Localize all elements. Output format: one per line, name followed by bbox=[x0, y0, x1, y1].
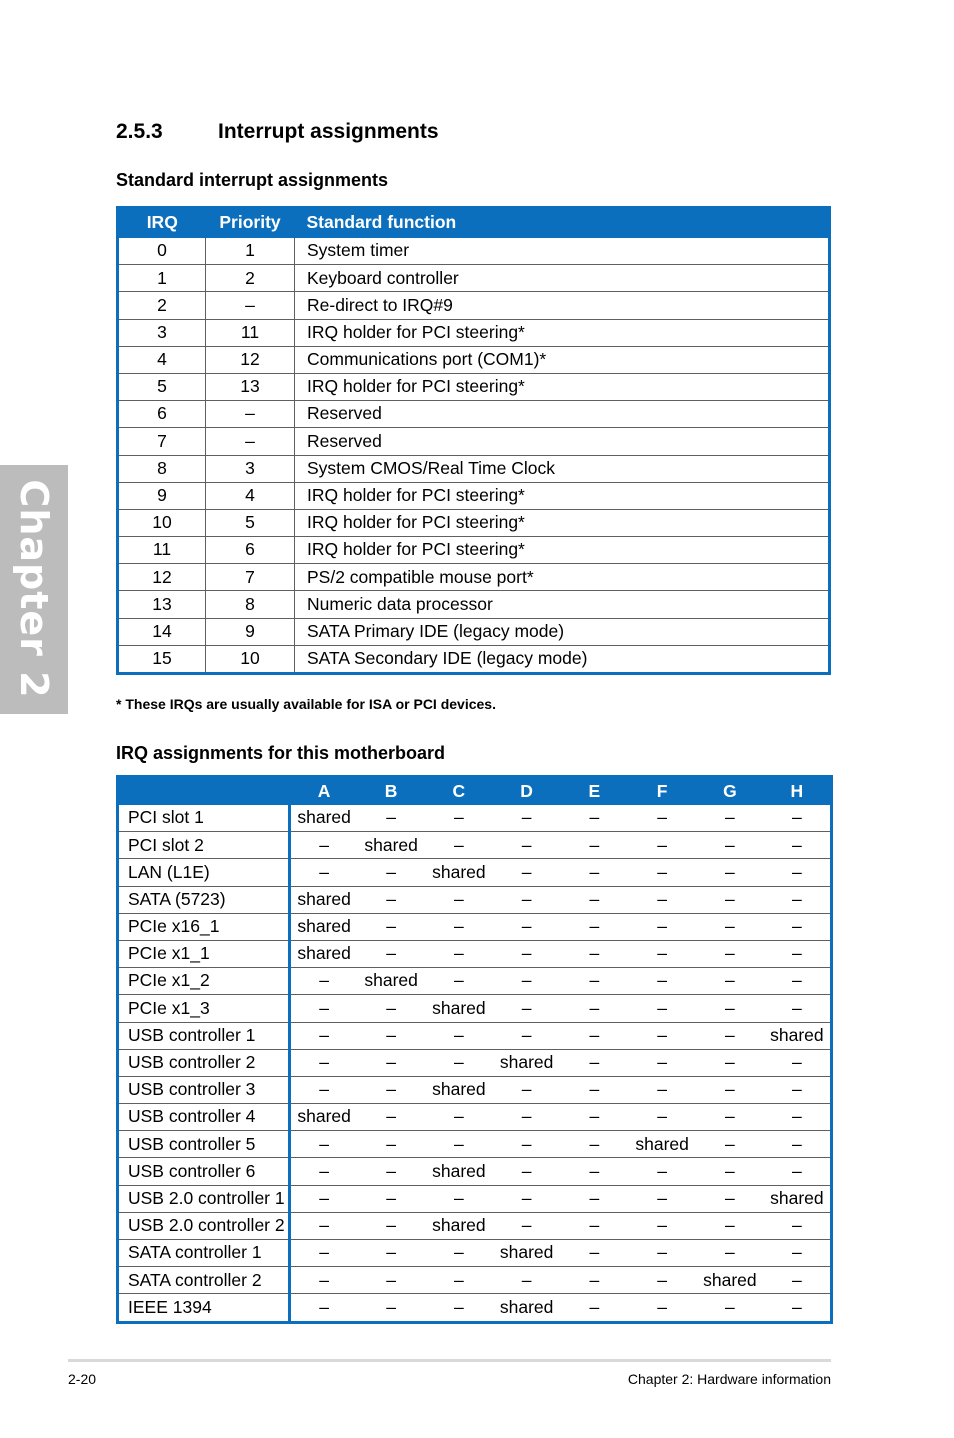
device-cell: PCIe x1_2 bbox=[118, 968, 290, 995]
irq-assignment-cell: – bbox=[357, 1267, 425, 1294]
device-cell: USB controller 6 bbox=[118, 1158, 290, 1185]
function-cell: Keyboard controller bbox=[295, 265, 830, 292]
header-irq-line: A bbox=[290, 777, 358, 806]
irq-assignment-cell: – bbox=[764, 1049, 832, 1076]
irq-assignment-cell: shared bbox=[628, 1131, 696, 1158]
irq-assignment-cell: – bbox=[357, 913, 425, 940]
irq-assignment-cell: – bbox=[357, 940, 425, 967]
irq-table-row bbox=[118, 1158, 832, 1185]
irq-assignment-cell: – bbox=[561, 1076, 629, 1103]
irq-assignment-cell: – bbox=[290, 995, 358, 1022]
irq-assignment-cell: shared bbox=[357, 832, 425, 859]
device-cell: PCI slot 1 bbox=[118, 805, 290, 832]
irq-assignment-cell: shared bbox=[290, 1104, 358, 1131]
page-number: 2-20 bbox=[68, 1371, 97, 1387]
irq-assignment-cell: – bbox=[425, 832, 493, 859]
irq-cell: 13 bbox=[118, 591, 206, 618]
irq-assignment-cell: – bbox=[696, 940, 764, 967]
irq-assignment-cell: – bbox=[628, 1104, 696, 1131]
irq-table-row bbox=[118, 1240, 832, 1267]
standard-table-row bbox=[118, 455, 830, 482]
irq-table-row bbox=[118, 1049, 832, 1076]
irq-assignment-cell: – bbox=[425, 1267, 493, 1294]
priority-cell: 9 bbox=[206, 618, 295, 645]
irq-assignment-cell: – bbox=[561, 1212, 629, 1239]
section-number: 2.5.3 bbox=[116, 120, 163, 143]
priority-cell: 5 bbox=[206, 509, 295, 536]
irq-assignment-cell: – bbox=[696, 805, 764, 832]
irq-assignment-cell: – bbox=[561, 1158, 629, 1185]
irq-cell: 12 bbox=[118, 564, 206, 591]
irq-assignment-cell: – bbox=[561, 1022, 629, 1049]
standard-table-header-row bbox=[118, 208, 830, 238]
irq-assignment-cell: – bbox=[561, 1104, 629, 1131]
priority-cell: 7 bbox=[206, 564, 295, 591]
priority-cell: 12 bbox=[206, 346, 295, 373]
irq-assignment-cell: – bbox=[561, 913, 629, 940]
device-cell: PCI slot 2 bbox=[118, 832, 290, 859]
irq-table-header-row bbox=[118, 777, 832, 806]
irq-assignment-cell: – bbox=[628, 940, 696, 967]
irq-assignment-cell: – bbox=[357, 1240, 425, 1267]
irq-assignment-cell: – bbox=[561, 1267, 629, 1294]
priority-cell: 8 bbox=[206, 591, 295, 618]
irq-assignment-cell: – bbox=[696, 1049, 764, 1076]
standard-table-row bbox=[118, 401, 830, 428]
irq-assignment-cell: shared bbox=[425, 1158, 493, 1185]
standard-table-row bbox=[118, 509, 830, 536]
irq-assignment-cell: – bbox=[357, 1022, 425, 1049]
function-cell: Reserved bbox=[295, 428, 830, 455]
device-cell: USB 2.0 controller 2 bbox=[118, 1212, 290, 1239]
irq-assignment-cell: – bbox=[493, 886, 561, 913]
irq-assignment-cell: – bbox=[425, 913, 493, 940]
irq-assignment-cell: – bbox=[290, 1131, 358, 1158]
irq-assignment-cell: – bbox=[290, 1049, 358, 1076]
irq-assignment-cell: – bbox=[696, 1104, 764, 1131]
irq-assignment-cell: – bbox=[696, 913, 764, 940]
irq-assignment-cell: – bbox=[493, 968, 561, 995]
irq-assignment-cell: – bbox=[357, 1212, 425, 1239]
device-cell: USB controller 4 bbox=[118, 1104, 290, 1131]
irq-assignment-cell: – bbox=[628, 1049, 696, 1076]
irq-assignment-cell: – bbox=[357, 995, 425, 1022]
irq-assignment-cell: shared bbox=[357, 968, 425, 995]
irq-assignment-cell: – bbox=[561, 805, 629, 832]
irq-assignment-cell: – bbox=[290, 1185, 358, 1212]
function-cell: SATA Secondary IDE (legacy mode) bbox=[295, 645, 830, 673]
irq-assignment-cell: – bbox=[493, 1212, 561, 1239]
irq-table-row bbox=[118, 995, 832, 1022]
irq-assignment-cell: – bbox=[357, 1131, 425, 1158]
irq-assignment-cell: – bbox=[764, 805, 832, 832]
irq-assignment-cell: – bbox=[764, 1131, 832, 1158]
irq-assignment-cell: – bbox=[454, 1296, 464, 1317]
irq-assignment-cell: – bbox=[696, 886, 764, 913]
header-irq: IRQ bbox=[118, 208, 206, 238]
irq-assignment-cell: – bbox=[696, 1076, 764, 1103]
irq-assignment-cell: – bbox=[357, 1104, 425, 1131]
irq-assignment-cell: – bbox=[657, 1296, 667, 1317]
irq-assignment-cell: – bbox=[696, 1185, 764, 1212]
irq-assignment-cell: shared bbox=[764, 1185, 832, 1212]
irq-assignment-cell: – bbox=[493, 913, 561, 940]
function-cell: Re-direct to IRQ#9 bbox=[295, 292, 830, 319]
irq-assignment-cell: – bbox=[628, 913, 696, 940]
irq-assignment-cell: – bbox=[589, 1296, 600, 1317]
irq-assignment-cell: – bbox=[561, 968, 629, 995]
footer-chapter-label: Chapter 2: Hardware information bbox=[627, 1371, 831, 1387]
device-cell: PCIe x16_1 bbox=[118, 913, 290, 940]
irq-assignment-cell: – bbox=[696, 832, 764, 859]
standard-table-row bbox=[118, 482, 830, 509]
standard-table-row bbox=[118, 319, 830, 346]
priority-cell: – bbox=[206, 401, 295, 428]
header-irq-line: F bbox=[628, 777, 696, 806]
irq-cell: 8 bbox=[118, 455, 206, 482]
irq-assignment-cell: – bbox=[561, 1185, 629, 1212]
irq-table-row bbox=[118, 1267, 832, 1294]
function-cell: System timer bbox=[295, 238, 830, 265]
irq-assignment-cell: – bbox=[764, 968, 832, 995]
irq-assignment-cell: shared bbox=[290, 805, 358, 832]
priority-cell: 11 bbox=[206, 319, 295, 346]
irq-assignment-cell: – bbox=[628, 995, 696, 1022]
irq-assignment-cell: – bbox=[764, 832, 832, 859]
irq-assignment-cell: – bbox=[628, 832, 696, 859]
irq-assignment-cell: shared bbox=[764, 1022, 832, 1049]
irq-assignment-cell: shared bbox=[290, 940, 358, 967]
irq-cell: 10 bbox=[118, 509, 206, 536]
irq-table-row bbox=[118, 859, 832, 886]
irq-assignment-cell: – bbox=[628, 968, 696, 995]
irq-assignment-cell: – bbox=[290, 1158, 358, 1185]
device-cell: USB controller 3 bbox=[118, 1076, 290, 1103]
device-cell: IEEE 1394 bbox=[118, 1294, 290, 1322]
standard-table-row bbox=[118, 591, 830, 618]
irq-assignment-cell: – bbox=[386, 1296, 396, 1317]
function-cell: PS/2 compatible mouse port* bbox=[295, 564, 830, 591]
standard-table-row bbox=[118, 537, 830, 564]
irq-assignment-cell: shared bbox=[425, 1076, 493, 1103]
irq-assignment-cell: shared bbox=[425, 859, 493, 886]
irq-cell: 3 bbox=[118, 319, 206, 346]
irq-cell: 1 bbox=[118, 265, 206, 292]
function-cell: Reserved bbox=[295, 401, 830, 428]
irq-assignment-cell: – bbox=[357, 886, 425, 913]
irq-assignment-cell: – bbox=[696, 1212, 764, 1239]
irq-assignment-cell: – bbox=[357, 805, 425, 832]
irq-assignment-cell: shared bbox=[493, 1049, 561, 1076]
irq-assignment-cell: – bbox=[725, 1296, 735, 1317]
irq-assignment-cell: – bbox=[696, 859, 764, 886]
irq-assignment-cell: – bbox=[425, 1049, 493, 1076]
device-cell: USB 2.0 controller 1 bbox=[118, 1185, 290, 1212]
irq-assignment-cell: – bbox=[561, 859, 629, 886]
function-cell: System CMOS/Real Time Clock bbox=[295, 455, 830, 482]
irq-assignment-cell: – bbox=[493, 832, 561, 859]
priority-cell: 1 bbox=[206, 238, 295, 265]
irq-table-row bbox=[118, 1212, 832, 1239]
irq-assignment-cell: – bbox=[764, 1076, 832, 1103]
irq-assignment-cell: – bbox=[425, 1131, 493, 1158]
function-cell: IRQ holder for PCI steering* bbox=[295, 319, 830, 346]
irq-table-heading: IRQ assignments for this motherboard bbox=[116, 743, 446, 763]
irq-assignment-cell: – bbox=[764, 940, 832, 967]
device-cell: SATA controller 1 bbox=[118, 1240, 290, 1267]
irq-assignment-cell: – bbox=[425, 805, 493, 832]
irq-table-row bbox=[118, 1294, 832, 1322]
irq-cell: 7 bbox=[118, 428, 206, 455]
irq-assignment-cell: – bbox=[628, 1185, 696, 1212]
irq-assignment-cell: – bbox=[290, 1240, 358, 1267]
irq-assignment-cell: – bbox=[696, 1022, 764, 1049]
irq-assignment-cell: – bbox=[696, 1131, 764, 1158]
irq-assignment-cell: – bbox=[357, 1185, 425, 1212]
irq-assignment-cell: – bbox=[764, 1104, 832, 1131]
irq-assignment-cell: – bbox=[290, 1076, 358, 1103]
irq-assignment-cell: shared bbox=[425, 995, 493, 1022]
device-cell: PCIe x1_3 bbox=[118, 995, 290, 1022]
irq-assignment-cell: – bbox=[561, 886, 629, 913]
irq-assignment-cell: – bbox=[493, 1076, 561, 1103]
irq-assignment-cell: – bbox=[319, 1296, 329, 1317]
irq-table-row bbox=[118, 805, 832, 832]
priority-cell: 3 bbox=[206, 455, 295, 482]
irq-assignment-cell: – bbox=[493, 1185, 561, 1212]
irq-assignment-cell: shared bbox=[290, 886, 358, 913]
irq-assignment-cell: – bbox=[561, 1049, 629, 1076]
irq-assignment-cell: – bbox=[764, 913, 832, 940]
irq-cell: 11 bbox=[118, 537, 206, 564]
irq-assignment-cell: – bbox=[493, 859, 561, 886]
irq-cell: 2 bbox=[118, 292, 206, 319]
device-cell: LAN (L1E) bbox=[118, 859, 290, 886]
priority-cell: – bbox=[206, 428, 295, 455]
irq-assignment-cell: – bbox=[628, 1158, 696, 1185]
irq-assignment-cell: – bbox=[764, 995, 832, 1022]
irq-assignment-cell: – bbox=[357, 1076, 425, 1103]
priority-cell: 2 bbox=[206, 265, 295, 292]
header-irq-line: H bbox=[764, 777, 832, 806]
irq-table-row bbox=[118, 913, 832, 940]
irq-assignment-cell: – bbox=[425, 940, 493, 967]
standard-table-row bbox=[118, 564, 830, 591]
standard-table-row bbox=[118, 645, 830, 673]
priority-cell: – bbox=[206, 292, 295, 319]
irq-assignment-cell: – bbox=[493, 1022, 561, 1049]
irq-table-row bbox=[118, 940, 832, 967]
function-cell: IRQ holder for PCI steering* bbox=[295, 482, 830, 509]
header-irq-line: D bbox=[493, 777, 561, 806]
irq-assignment-cell: shared bbox=[493, 1240, 561, 1267]
irq-assignment-cell: – bbox=[628, 886, 696, 913]
irq-assignment-cell: – bbox=[493, 1267, 561, 1294]
header-priority: Priority bbox=[206, 208, 295, 238]
irq-table-row bbox=[118, 886, 832, 913]
irq-assignment-cell: – bbox=[493, 1104, 561, 1131]
irq-assignment-cell: – bbox=[764, 859, 832, 886]
header-irq-line: G bbox=[696, 777, 764, 806]
header-irq-line: C bbox=[425, 777, 493, 806]
standard-table-row bbox=[118, 292, 830, 319]
function-cell: IRQ holder for PCI steering* bbox=[295, 537, 830, 564]
irq-assignment-cell: – bbox=[425, 1240, 493, 1267]
irq-assignment-cell: – bbox=[290, 832, 358, 859]
irq-cell: 0 bbox=[118, 238, 206, 265]
irq-table-row bbox=[118, 1131, 832, 1158]
irq-table-row bbox=[118, 1104, 832, 1131]
irq-assignment-cell: – bbox=[561, 940, 629, 967]
irq-assignment-cell: – bbox=[493, 995, 561, 1022]
priority-cell: 13 bbox=[206, 373, 295, 400]
irq-assignment-cell: – bbox=[357, 1049, 425, 1076]
irq-assignment-cell: shared bbox=[425, 1212, 493, 1239]
irq-assignment-cell: – bbox=[764, 1212, 832, 1239]
standard-table-row bbox=[118, 265, 830, 292]
irq-cell: 9 bbox=[118, 482, 206, 509]
irq-assignment-cell: – bbox=[561, 1131, 629, 1158]
irq-assignment-cell: – bbox=[764, 1267, 832, 1294]
device-cell: PCIe x1_1 bbox=[118, 940, 290, 967]
irq-assignment-cell: – bbox=[628, 1240, 696, 1267]
section-heading bbox=[116, 120, 439, 144]
device-cell: USB controller 2 bbox=[118, 1049, 290, 1076]
priority-cell: 10 bbox=[206, 645, 295, 673]
irq-assignment-cell: – bbox=[290, 1022, 358, 1049]
header-device bbox=[118, 777, 290, 806]
irq-assignment-cell: – bbox=[764, 1240, 832, 1267]
irq-assignment-cell: – bbox=[628, 805, 696, 832]
irq-cell: 4 bbox=[118, 346, 206, 373]
irq-assignment-cell: – bbox=[493, 1158, 561, 1185]
standard-table-row bbox=[118, 346, 830, 373]
standard-table-heading: Standard interrupt assignments bbox=[116, 170, 389, 190]
irq-table-row bbox=[118, 1185, 832, 1212]
irq-assignment-table bbox=[116, 775, 833, 1324]
function-cell: IRQ holder for PCI steering* bbox=[295, 373, 830, 400]
irq-assignment-cell: – bbox=[493, 805, 561, 832]
device-cell: USB controller 5 bbox=[118, 1131, 290, 1158]
irq-assignment-cell: – bbox=[425, 968, 493, 995]
irq-assignment-cell: – bbox=[628, 1076, 696, 1103]
irq-assignment-cell: – bbox=[792, 1296, 802, 1317]
irq-assignment-cell: – bbox=[696, 968, 764, 995]
irq-assignment-cell: – bbox=[493, 1131, 561, 1158]
irq-assignment-cell: – bbox=[561, 1240, 629, 1267]
header-irq-line: B bbox=[357, 777, 425, 806]
function-cell: Numeric data processor bbox=[295, 591, 830, 618]
irq-assignment-cell: – bbox=[764, 1158, 832, 1185]
irq-footnote: * These IRQs are usually available for ISA or PCI devices. bbox=[116, 696, 496, 712]
device-cell: SATA controller 2 bbox=[118, 1267, 290, 1294]
irq-assignment-cell: – bbox=[764, 886, 832, 913]
chapter-side-tab-label: Chapter 2 bbox=[12, 479, 56, 699]
irq-assignment-cell: – bbox=[696, 1158, 764, 1185]
irq-assignment-cell: shared bbox=[499, 1296, 554, 1317]
irq-table-row bbox=[118, 1022, 832, 1049]
irq-table-row bbox=[118, 832, 832, 859]
irq-table-row bbox=[118, 968, 832, 995]
irq-assignment-cell: – bbox=[357, 859, 425, 886]
irq-assignment-cell: – bbox=[290, 1212, 358, 1239]
irq-assignment-cell: – bbox=[628, 1267, 696, 1294]
irq-assignment-cell: – bbox=[628, 1022, 696, 1049]
irq-assignment-cell: – bbox=[628, 859, 696, 886]
irq-assignment-cell: – bbox=[425, 1104, 493, 1131]
irq-assignment-cell: – bbox=[290, 859, 358, 886]
irq-assignment-cell: – bbox=[290, 1267, 358, 1294]
irq-assignment-cell: shared bbox=[290, 913, 358, 940]
irq-cell: 14 bbox=[118, 618, 206, 645]
footer-divider bbox=[68, 1359, 831, 1362]
irq-table-row bbox=[118, 1076, 832, 1103]
irq-assignment-cell: – bbox=[493, 940, 561, 967]
header-standard-function: Standard function bbox=[295, 208, 830, 238]
device-cell: SATA (5723) bbox=[118, 886, 290, 913]
irq-cell: 6 bbox=[118, 401, 206, 428]
irq-assignment-cell: – bbox=[696, 995, 764, 1022]
standard-table-row bbox=[118, 428, 830, 455]
priority-cell: 6 bbox=[206, 537, 295, 564]
irq-assignment-cell: – bbox=[696, 1240, 764, 1267]
irq-assignment-cell: – bbox=[425, 1022, 493, 1049]
header-irq-line: E bbox=[561, 777, 629, 806]
irq-assignment-cell: – bbox=[561, 995, 629, 1022]
priority-cell: 4 bbox=[206, 482, 295, 509]
irq-assignment-cell: – bbox=[628, 1212, 696, 1239]
irq-assignment-cell: – bbox=[425, 1185, 493, 1212]
function-cell: IRQ holder for PCI steering* bbox=[295, 509, 830, 536]
function-cell: SATA Primary IDE (legacy mode) bbox=[295, 618, 830, 645]
irq-assignment-cell: – bbox=[425, 886, 493, 913]
irq-assignment-cell: – bbox=[357, 1158, 425, 1185]
device-cell: USB controller 1 bbox=[118, 1022, 290, 1049]
irq-assignment-cell: – bbox=[290, 968, 358, 995]
section-title: Interrupt assignments bbox=[218, 120, 439, 143]
irq-cell: 5 bbox=[118, 373, 206, 400]
irq-assignment-cell: shared bbox=[696, 1267, 764, 1294]
function-cell: Communications port (COM1)* bbox=[295, 346, 830, 373]
standard-table-row bbox=[118, 238, 830, 265]
standard-table-row bbox=[118, 373, 830, 400]
chapter-side-tab bbox=[0, 465, 68, 714]
standard-interrupt-table bbox=[116, 206, 831, 675]
irq-cell: 15 bbox=[118, 645, 206, 673]
irq-assignment-cell: – bbox=[561, 832, 629, 859]
standard-table-row bbox=[118, 618, 830, 645]
